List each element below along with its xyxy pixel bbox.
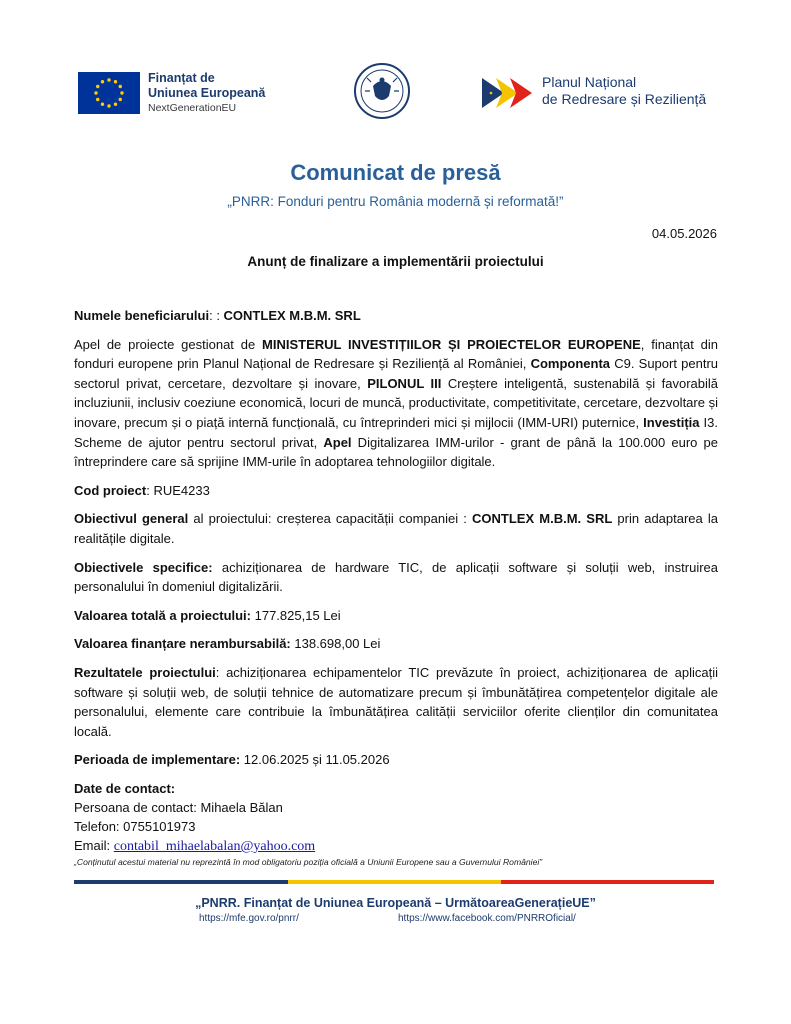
call-label: Apel (323, 434, 352, 450)
eu-star (101, 80, 104, 83)
beneficiary-sep: : : (209, 308, 224, 323)
eu-star (96, 85, 99, 88)
grant-value-label: Valoarea finanțare nerambursabilă: (74, 636, 291, 652)
disclaimer: „Conținutul acestui material nu reprezintă în mod obligatoriu poziția oficială a Uniunii Europene sau a Guvernului României” (74, 857, 543, 867)
call-paragraph (74, 335, 718, 472)
pnrr-logo-line1: Planul Național (542, 74, 637, 90)
grant-value-value: 138.698,00 Lei (290, 636, 381, 652)
stripe-red (501, 880, 714, 884)
eu-star (120, 91, 123, 94)
call-text-2: , finanțat din fonduri europene prin Planul Național de Redresare și Reziliență al României, (74, 336, 719, 372)
contact-heading: Date de contact: (74, 780, 176, 796)
period-value: 12.06.2025 și 11.05.2026 (240, 752, 390, 768)
call-text-3: C9. Suport pentru sectorul privat, cercetare, dezvoltare și inovare, (74, 356, 718, 391)
document-body (74, 306, 718, 856)
footer-link-facebook[interactable]: https://www.facebook.com/PNRROficial/ (398, 913, 576, 924)
eu-star (107, 104, 110, 107)
eu-flag-icon (78, 72, 140, 114)
eu-star (119, 98, 122, 101)
grant-value-paragraph (74, 634, 718, 654)
call-text-6: Digitalizarea IMM-urilor - grant de până la 100.000 euro pe întreprindere care să sprijine IMM-urile în adoptarea tehnologiilor digitale. (74, 434, 718, 470)
beneficiary-label: Numele beneficiarului (74, 308, 210, 323)
pnrr-arrow-icon (482, 76, 536, 110)
specific-objectives-paragraph (74, 558, 718, 597)
header-logos (0, 62, 791, 122)
page-title: Comunicat de presă (290, 160, 501, 185)
general-objective-label: Obiectivul general (74, 511, 189, 527)
investment-label: Investiția (643, 414, 700, 430)
announcement-heading: Anunț de finalizare a implementării proiectului (247, 254, 544, 269)
eu-star (114, 80, 117, 83)
period-paragraph (74, 750, 718, 770)
component-label: Componenta (530, 356, 611, 372)
stripe-blue (74, 880, 288, 884)
ministry-name: MINISTERUL INVESTIȚIILOR ȘI PROIECTELOR EUROPENE (262, 336, 641, 352)
call-text-4: Creștere inteligentă, sustenabilă și favorabilă incluziunii, inclusiv coeziune economică, locuri de muncă, productivitate, competitivitate, cercetare, dezvoltare și inovare, precum și o piață internă funcțională, cu întreprinderi mici și mijlocii (IMM-URI) puternice, (74, 375, 719, 430)
code-value: : RUE4233 (146, 482, 210, 498)
document-date: 04.05.2026 (651, 226, 717, 241)
eu-star (114, 103, 117, 106)
eu-star (119, 85, 122, 88)
eu-star (96, 98, 99, 101)
contact-block (74, 779, 718, 856)
footer-title: „PNRR. Finanțat de Uniunea Europeană – UrmătoareaGenerațieUE” (195, 896, 596, 910)
results-label: Rezultatele proiectului (74, 664, 216, 680)
total-value-value: 177.825,15 Lei (251, 607, 341, 623)
period-label: Perioada de implementare: (74, 752, 241, 768)
stripe-yellow (288, 880, 501, 884)
specific-objectives-label: Obiectivele specifice: (74, 559, 213, 575)
pnrr-logo (482, 74, 732, 114)
total-value-paragraph (74, 606, 718, 626)
beneficiary-value: CONTLEX M.B.M. SRL (223, 308, 361, 323)
results-paragraph (74, 663, 718, 741)
call-text-1: Apel de proiecte gestionat de (74, 336, 263, 352)
contact-phone: Telefon: 0755101973 (74, 818, 196, 834)
beneficiary-paragraph (74, 306, 718, 326)
eu-star (94, 91, 97, 94)
page-subtitle: „PNRR: Fonduri pentru România modernă și reformată!” (227, 194, 564, 209)
general-objective-paragraph (74, 509, 718, 548)
eu-logo-line3: NextGenerationEU (148, 102, 237, 114)
footer-link-mfe[interactable]: https://mfe.gov.ro/pnrr/ (199, 913, 299, 924)
contact-email-link[interactable]: contabil_mihaelabalan@yahoo.com (113, 838, 316, 854)
code-label: Cod proiect (74, 482, 147, 498)
eu-star (107, 78, 110, 81)
results-value: : achiziționarea echipamentelor TIC prevăzute în proiect, achiziționarea de aplicații software și soluții web, de soluții tehnice de automatizare precum și îmbunătățirea competențelor digitale ale personalului, elemente care contribuie la îmbunătățirea calității serviciilor oferite clienților din comunitatea locală. (74, 664, 718, 739)
general-objective-text-2: prin adaptarea la realitățile digitale. (74, 511, 719, 546)
total-value-label: Valoarea totală a proiectului: (74, 607, 251, 623)
general-objective-text-1: al proiectului: creșterea capacității companiei : (188, 511, 473, 527)
government-seal-icon (353, 62, 411, 120)
contact-email-label: Email: (74, 837, 114, 853)
eu-funding-logo (78, 72, 298, 116)
code-paragraph (74, 481, 718, 501)
general-objective-company: CONTLEX M.B.M. SRL (472, 511, 613, 527)
eu-logo-line1: Finanțat de (148, 71, 215, 85)
pnrr-logo-line2: de Redresare și Reziliență (542, 91, 707, 107)
eu-logo-line2: Uniunea Europeană (148, 86, 266, 100)
specific-objectives-value: achiziționarea de hardware TIC, de aplicații software și soluții web, instruirea personalului în domeniul digitalizării. (74, 559, 718, 595)
tricolor-stripe (74, 880, 714, 884)
pillar-label: PILONUL III (367, 375, 442, 391)
contact-person: Persoana de contact: Mihaela Bălan (74, 799, 283, 815)
eu-star (101, 103, 104, 106)
call-text-5: I3. Scheme de ajutor pentru sectorul privat, (74, 414, 718, 450)
